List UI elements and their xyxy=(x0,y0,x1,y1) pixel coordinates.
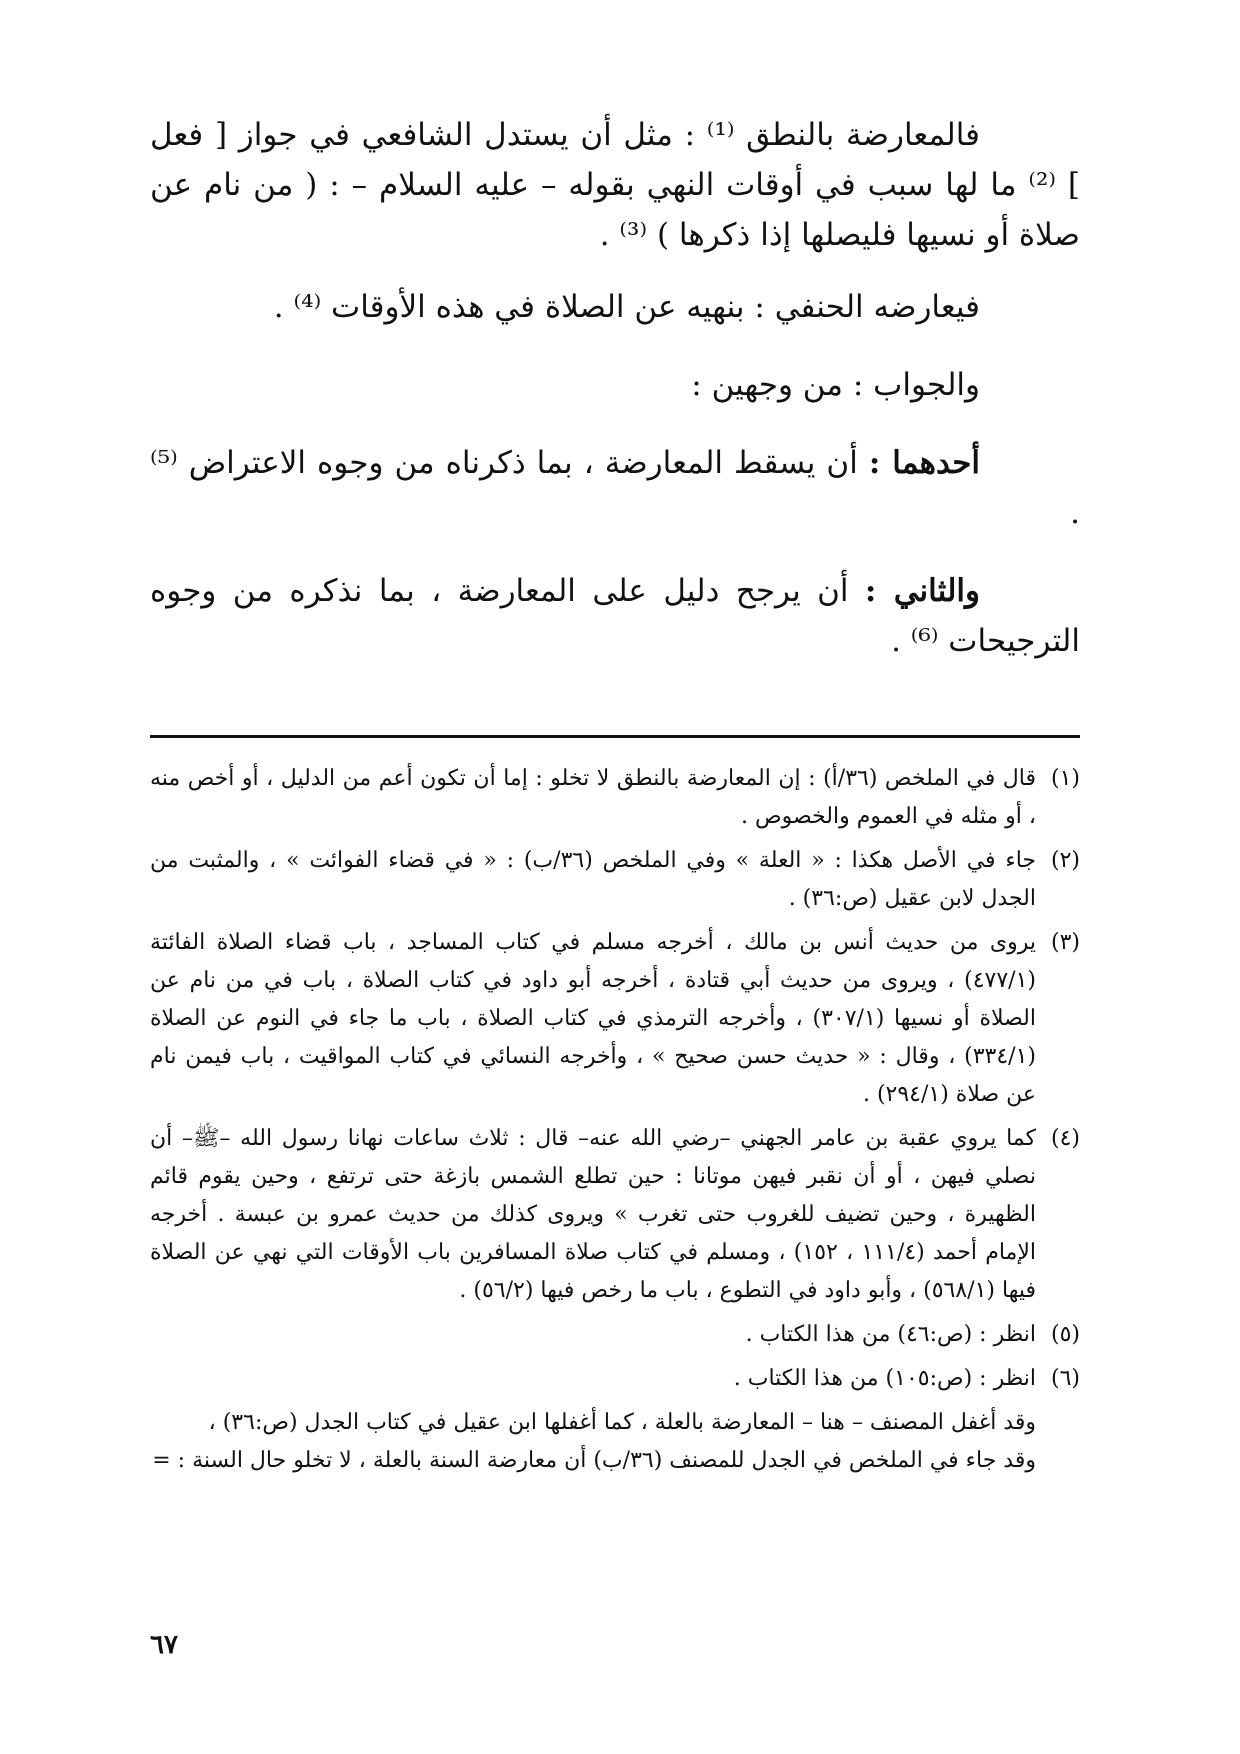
first-answer-text: أن يسقط المعارضة ، بما ذكرناه من وجوه الاعتراض ⁽⁵⁾ . xyxy=(150,445,1080,531)
footnote-4 xyxy=(150,1120,1080,1310)
footnote-5 xyxy=(150,1316,1080,1354)
footnote-text: كما يروي عقبة بن عامر الجهني –رضي الله عنه– قال : ثلاث ساعات نهانا رسول الله –ﷺ– أن نصلي فيهن ، أو أن نقبر فيهن موتانا : حين تطلع الشمس بازغة حتى ترتفع ، وحين يقوم قائم الظهيرة ، وحين تضيف للغروب حتى تغرب » ويروى كذلك من حديث عمرو بن عبسة . أخرجه الإمام أحمد (١١١/٤ ، ١٥٢) ، ومسلم في كتاب صلاة المسافرين باب الأوقات التي نهي عن الصلاة فيها (٥٦٨/١) ، وأبو داود في التطوع ، باب ما رخص فيها (٥٦/٢) . xyxy=(150,1126,1036,1303)
paragraph-answer-intro: والجواب : من وجهين : xyxy=(691,367,980,403)
footnote-6 xyxy=(150,1360,1080,1398)
footnote-continuation-1: وقد أغفل المصنف – هنا – المعارضة بالعلة ، كما أغفلها ابن عقيل في كتاب الجدل (ص:٣٦) ، xyxy=(208,1410,1036,1435)
second-answer-text: أن يرجح دليل على المعارضة ، بما نذكره من وجوه الترجيحات ⁽⁶⁾ . xyxy=(150,573,1080,659)
footnote-3 xyxy=(150,924,1080,1114)
first-answer-label: أحدهما : xyxy=(868,445,981,481)
footnote-text: قال في الملخص (٣٦/أ) : إن المعارضة بالنطق لا تخلو : إما أن تكون أعم من الدليل ، أو أخص منه ، أو مثله في العموم والخصوص . xyxy=(150,766,1036,829)
footnote-number: (٣) xyxy=(1050,930,1080,955)
footnote-number: (٦) xyxy=(1050,1366,1080,1391)
footnote-text: جاء في الأصل هكذا : « العلة » وفي الملخص (٣٦/ب) : « في قضاء الفوائت » ، والمثبت من الجدل لابن عقيل (ص:٣٦) . xyxy=(150,848,1036,911)
second-answer-label: والثاني : xyxy=(864,573,981,609)
paragraph-hanafi-objection: فيعارضه الحنفي : بنهيه عن الصلاة في هذه الأوقات ⁽⁴⁾ . xyxy=(273,289,980,325)
footnote-number: (٢) xyxy=(1050,848,1080,873)
footnote-divider xyxy=(150,735,1080,738)
paragraph-first-answer xyxy=(150,438,1080,538)
footnote-number: (١) xyxy=(1050,766,1080,791)
main-text xyxy=(150,110,1080,666)
paragraph-argument-example: فالمعارضة بالنطق ⁽¹⁾ : مثل أن يستدل الشافعي في جواز [ فعل ] ⁽²⁾ ما لها سبب في أوقات النهي بقوله – عليه السلام – : ( من نام عن صلاة أو نسيها فليصلها إذا ذكرها ) ⁽³⁾ . xyxy=(150,117,1081,253)
page-number: ٦٧ xyxy=(150,1630,178,1660)
footnote-text: يروى من حديث أنس بن مالك ، أخرجه مسلم في كتاب المساجد ، باب قضاء الصلاة الفائتة (٤٧٧/١) ، ويروى من حديث أبي قتادة ، أخرجه أبو داود في كتاب الصلاة ، باب في من نام عن الصلاة أو نسيها (٣٠٧/١) ، وأخرجه الترمذي في كتاب الصلاة ، باب ما جاء في النوم عن الصلاة (٣٣٤/١) ، وقال : « حديث حسن صحيح » ، وأخرجه النسائي في كتاب المواقيت ، باب فيمن نام عن صلاة (٢٩٤/١) . xyxy=(150,930,1036,1107)
footnote-number: (٤) xyxy=(1050,1126,1080,1151)
footnote-continuation-2: وقد جاء في الملخص في الجدل للمصنف (٣٦/ب) أن معارضة السنة بالعلة ، لا تخلو حال السنة : = xyxy=(152,1448,1036,1473)
footnotes xyxy=(150,760,1080,1480)
footnote-text: انظر : (ص:١٠٥) من هذا الكتاب . xyxy=(733,1366,1036,1391)
footnote-text: انظر : (ص:٤٦) من هذا الكتاب . xyxy=(745,1322,1036,1347)
footnote-2 xyxy=(150,842,1080,918)
paragraph-second-answer xyxy=(150,566,1080,666)
footnote-number: (٥) xyxy=(1050,1322,1080,1347)
footnote-1 xyxy=(150,760,1080,836)
